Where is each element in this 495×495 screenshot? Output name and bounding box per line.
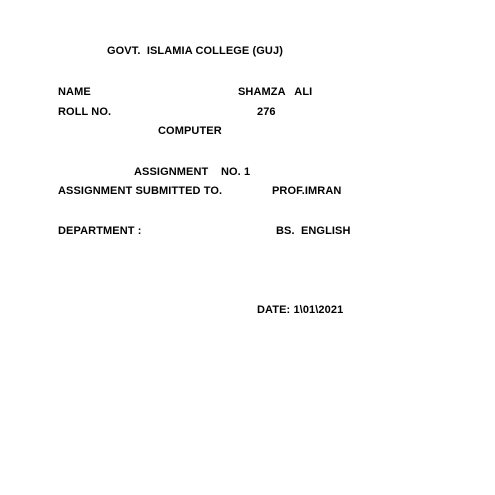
roll-number-value: 276 [257,106,276,118]
submitted-to-value: PROF.IMRAN [272,185,342,197]
submission-date: DATE: 1\01\2021 [257,304,344,316]
college-title: GOVT. ISLAMIA COLLEGE (GUJ) [107,45,283,57]
name-value: SHAMZA ALI [238,86,313,98]
roll-number-label: ROLL NO. [58,106,112,118]
assignment-number: ASSIGNMENT NO. 1 [134,166,251,178]
department-value: BS. ENGLISH [276,225,351,237]
submitted-to-label: ASSIGNMENT SUBMITTED TO. [58,185,223,197]
department-label: DEPARTMENT : [58,225,142,237]
name-label: NAME [58,86,91,98]
subject-heading: COMPUTER [158,125,222,137]
